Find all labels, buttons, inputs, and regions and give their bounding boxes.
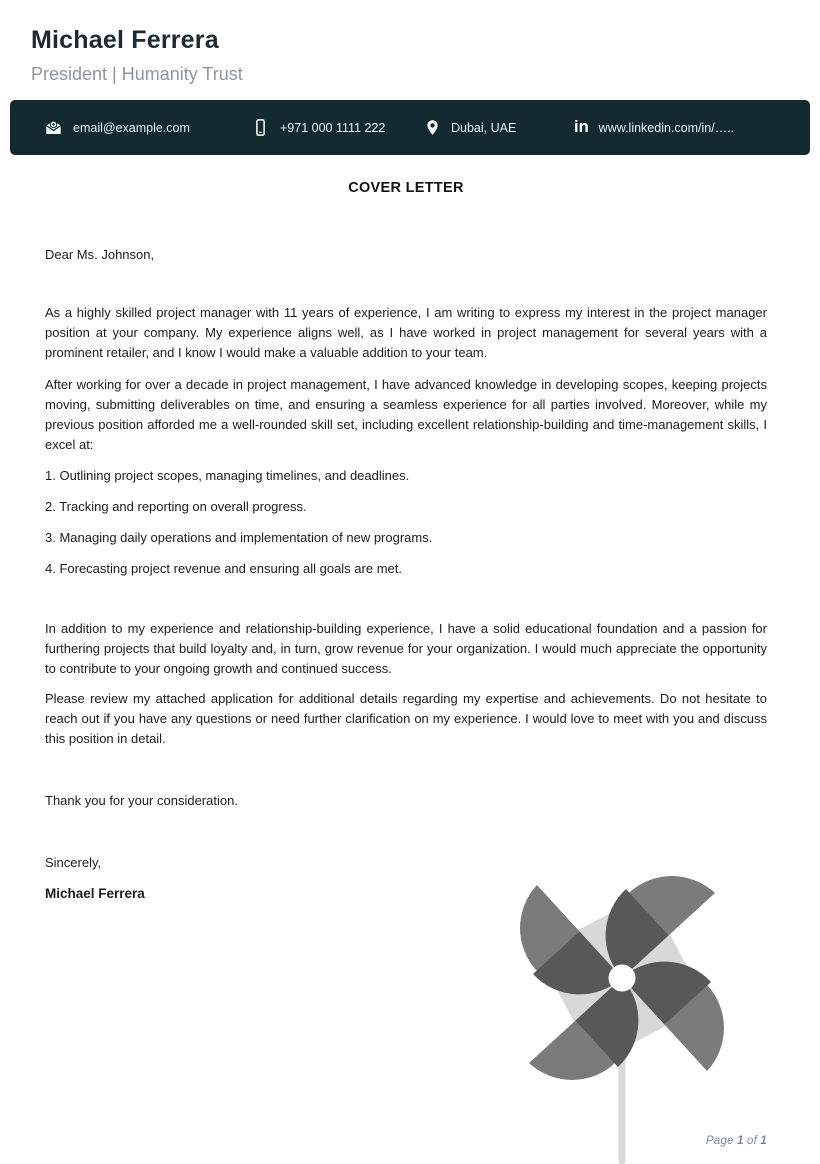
page-number-footer — [706, 1135, 767, 1147]
phone-link[interactable] — [251, 100, 385, 155]
thanks-line: Thank you for your consideration. — [45, 793, 238, 808]
contact-bar — [10, 100, 810, 155]
location-item[interactable] — [424, 100, 516, 155]
header — [31, 26, 243, 85]
footer-page-word: Page — [705, 1135, 734, 1147]
footer-total-pages: 1 — [760, 1135, 767, 1147]
pinwheel-icon — [505, 860, 745, 1164]
body-paragraph-4: Please review my attached application for additional details regarding my expertise and achievements. Do not hesitate to reach out if you have any questions or need further clarification on my experience. I would love to meet with you and discuss this position in detail. — [45, 691, 767, 746]
list-item-2: 2. Tracking and reporting on overall progress. — [45, 499, 307, 514]
body-paragraph-2: After working for over a decade in project management, I have advanced knowledge in developing scopes, keeping projects moving, submitting deliverables on time, and ensuring a seamless experience for all parties involved. Moreover, while my previous position afforded me a well-rounded skill set, including excellent relationship-building and time-management skills, I excel at: — [45, 377, 767, 452]
salutation: Dear Ms. Johnson, — [45, 247, 155, 262]
list-item-1: 1. Outlining project scopes, managing timelines, and deadlines. — [45, 468, 410, 483]
phone-icon — [251, 118, 270, 137]
pinwheel-graphic — [505, 860, 745, 1164]
body-paragraph-3: In addition to my experience and relationship-building experience, I have a solid educational foundation and a passion for furthering projects that build loyalty and, in turn, grow revenue for your organization. I would much appreciate the opportunity to contribute to your ongoing growth and continued success. — [45, 621, 767, 676]
list-item-3: 3. Managing daily operations and implementation of new programs. — [45, 530, 433, 545]
email-text: email@example.com — [73, 120, 190, 135]
person-name: Michael Ferrera — [31, 26, 219, 54]
person-title: President | Humanity Trust — [31, 64, 243, 84]
email-icon — [44, 118, 63, 137]
email-link[interactable] — [44, 100, 190, 155]
list-item-4: 4. Forecasting project revenue and ensuring all goals are met. — [45, 561, 402, 576]
body-paragraph-1: As a highly skilled project manager with 11 years of experience, I am writing to express my interest in the project manager position at your company. My experience aligns well, as I have worked in project management for several years with a prominent retailer, and I know I would make a valuable addition to your team. — [45, 305, 767, 360]
signoff-line: Sincerely, — [45, 855, 102, 870]
signature-name: Michael Ferrera — [45, 886, 145, 901]
footer-of-word: of — [746, 1135, 757, 1147]
location-pin-icon — [424, 119, 441, 136]
phone-text: +971 000 1111 222 — [280, 120, 386, 135]
letter-heading: COVER LETTER — [348, 180, 464, 196]
linkedin-text: www.linkedin.com/in/….. — [598, 120, 735, 135]
linkedin-icon: in — [574, 118, 589, 137]
footer-page-number: 1 — [736, 1135, 744, 1147]
linkedin-link[interactable] — [574, 100, 734, 155]
location-text: Dubai, UAE — [451, 120, 517, 135]
